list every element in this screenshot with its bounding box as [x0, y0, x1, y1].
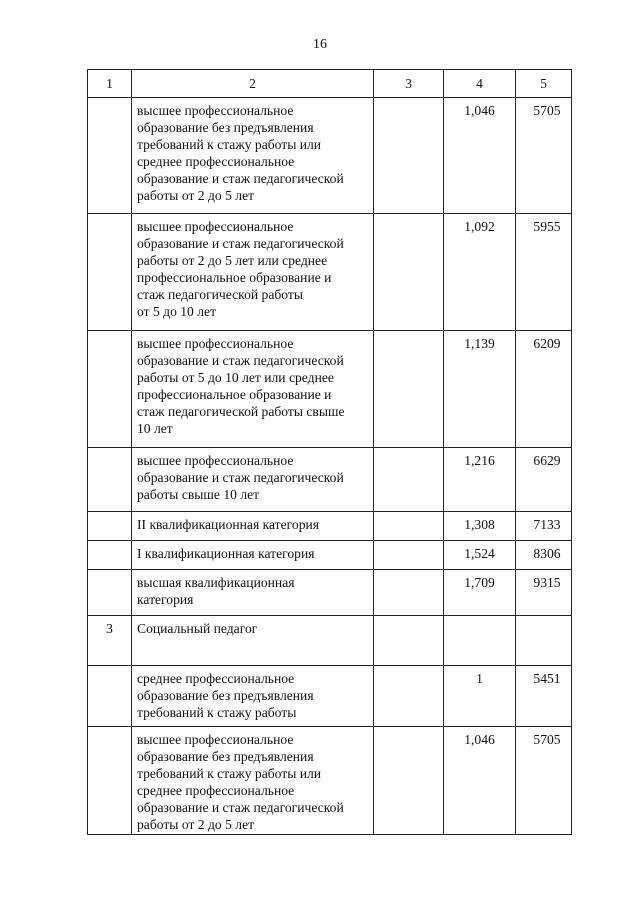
table-cell-c1	[88, 448, 132, 512]
table-cell-c5: 5705	[516, 727, 572, 835]
table-cell-c2: высшее профессиональное образование и стаж педагогической работы свыше 10 лет	[132, 448, 374, 512]
table-cell-c2: высшая квалификационная категория	[132, 570, 374, 616]
table-cell-c2: высшее профессиональное образование и стаж педагогической работы от 2 до 5 лет или среднее профессиональное образование и стаж педагогической работы от 5 до 10 лет	[132, 214, 374, 331]
table-cell-c3	[374, 448, 444, 512]
table-row	[88, 331, 572, 448]
table-cell-c5: 5955	[516, 214, 572, 331]
table-cell-c4: 1,139	[444, 331, 516, 448]
table-cell-c3	[374, 616, 444, 666]
table-row	[88, 448, 572, 512]
table-row	[88, 666, 572, 727]
table-cell-c5: 5705	[516, 98, 572, 214]
column-header-2: 2	[132, 70, 374, 98]
table-cell-c4: 1,046	[444, 98, 516, 214]
table-cell-c4: 1,308	[444, 512, 516, 541]
table-cell-c3	[374, 666, 444, 727]
table-cell-c2: I квалификационная категория	[132, 541, 374, 570]
table-cell-c4: 1,092	[444, 214, 516, 331]
table-cell-c2: среднее профессиональное образование без предъявления требований к стажу работы	[132, 666, 374, 727]
table-cell-c5: 8306	[516, 541, 572, 570]
table-cell-c5: 7133	[516, 512, 572, 541]
table-cell-c3	[374, 331, 444, 448]
table-cell-c1: 3	[88, 616, 132, 666]
table-row	[88, 214, 572, 331]
table-cell-c4: 1	[444, 666, 516, 727]
table-row	[88, 616, 572, 666]
table-cell-c3	[374, 570, 444, 616]
table-cell-c3	[374, 727, 444, 835]
column-header-1: 1	[88, 70, 132, 98]
table-row	[88, 541, 572, 570]
table-cell-c3	[374, 512, 444, 541]
table-header-row	[88, 70, 572, 98]
table-row	[88, 512, 572, 541]
table-cell-c1	[88, 666, 132, 727]
table-cell-c1	[88, 331, 132, 448]
table-cell-c2: высшее профессиональное образование без предъявления требований к стажу работы или среднее профессиональное образование и стаж педагогической работы от 2 до 5 лет	[132, 98, 374, 214]
table-cell-c3	[374, 98, 444, 214]
table-cell-c1	[88, 570, 132, 616]
table-cell-c4: 1,709	[444, 570, 516, 616]
table-cell-c5	[516, 616, 572, 666]
column-header-4: 4	[444, 70, 516, 98]
table-cell-c3	[374, 541, 444, 570]
table-cell-c4: 1,216	[444, 448, 516, 512]
table-cell-c1	[88, 541, 132, 570]
table-cell-c2: высшее профессиональное образование и стаж педагогической работы от 5 до 10 лет или среднее профессиональное образование и стаж педагогической работы свыше 10 лет	[132, 331, 374, 448]
table-cell-c1	[88, 214, 132, 331]
column-header-5: 5	[516, 70, 572, 98]
table-cell-c5: 5451	[516, 666, 572, 727]
table-cell-c5: 6209	[516, 331, 572, 448]
table-cell-c4: 1,046	[444, 727, 516, 835]
table-cell-c4	[444, 616, 516, 666]
page-number: 16	[313, 37, 327, 52]
table-cell-c1	[88, 512, 132, 541]
table-cell-c5: 9315	[516, 570, 572, 616]
table-cell-c2: Социальный педагог	[132, 616, 374, 666]
table-cell-c2: высшее профессиональное образование без предъявления требований к стажу работы или среднее профессиональное образование и стаж педагогической работы от 2 до 5 лет	[132, 727, 374, 835]
table-cell-c5: 6629	[516, 448, 572, 512]
table-cell-c3	[374, 214, 444, 331]
column-header-3: 3	[374, 70, 444, 98]
table-row	[88, 98, 572, 214]
table-cell-c4: 1,524	[444, 541, 516, 570]
table-row	[88, 570, 572, 616]
table-row	[88, 727, 572, 835]
tariff-table	[87, 69, 572, 835]
table-cell-c1	[88, 98, 132, 214]
table-cell-c1	[88, 727, 132, 835]
table-cell-c2: II квалификационная категория	[132, 512, 374, 541]
